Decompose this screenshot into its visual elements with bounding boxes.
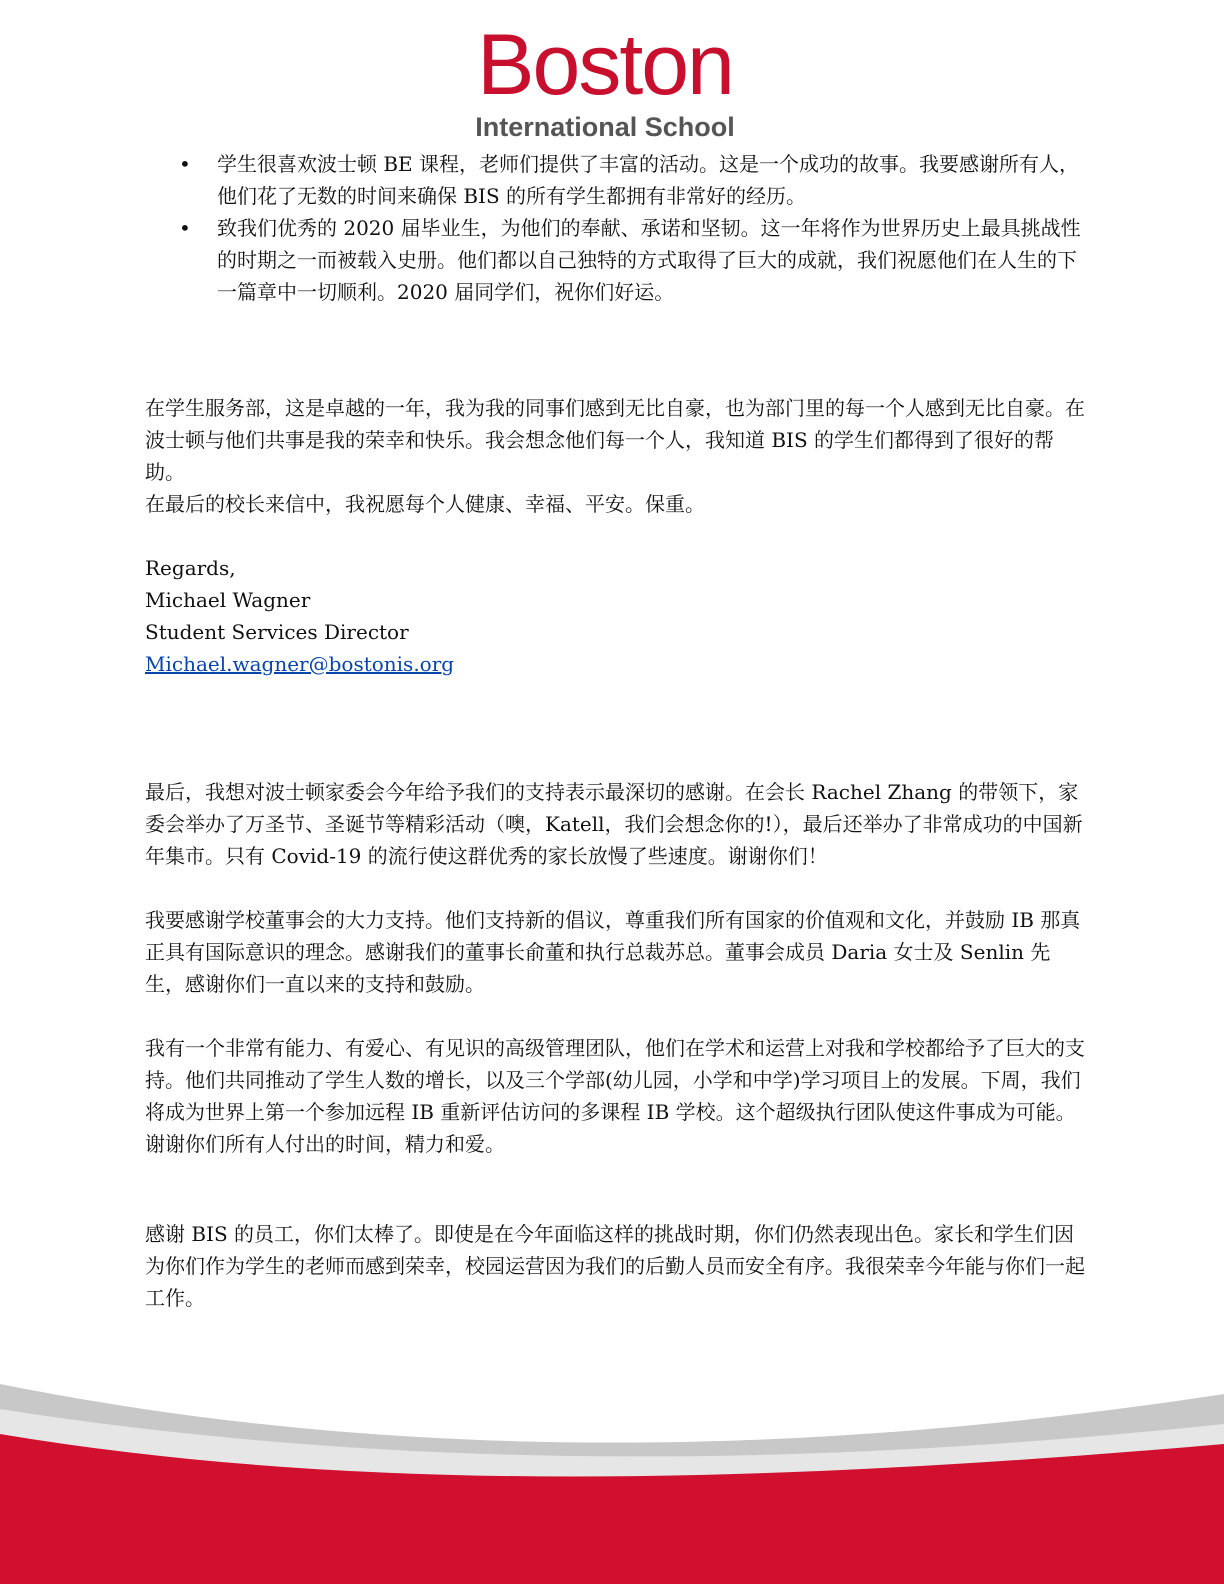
signature-name: Michael Wagner — [145, 588, 311, 612]
paragraph-staff: 感谢 BIS 的员工，你们太棒了。即使是在今年面临这样的挑战时期，你们仍然表现出色。家长和学生们因为你们作为学生的老师而感到荣幸，校园运营因为我们的后勤人员而安全有序。我很荣幸今年能与你们一起工作。 — [145, 1222, 1085, 1310]
paragraph-leadership: 我有一个非常有能力、有爱心、有见识的高级管理团队，他们在学术和运营上对我和学校都给予了巨大的支持。他们共同推动了学生人数的增长，以及三个学部(幼儿园，小学和中学)学习项目上的发展。下周，我们将成为世界上第一个参加远程 IB 重新评估访问的多课程 IB 学校。这个超级执行团队使这件事成为可能。谢谢你们所有人付出的时间，精力和爱。 — [145, 1036, 1085, 1156]
bullet-item: • 学生很喜欢波士顿 BE 课程，老师们提供了丰富的活动。这是一个成功的故事。我要感谢所有人，他们花了无数的时间来确保 BIS 的所有学生都拥有非常好的经历。 — [217, 148, 1085, 212]
paragraph-final-letter: 在最后的校长来信中，我祝愿每个人健康、幸福、平安。保重。 — [145, 492, 705, 516]
footer-swoosh — [0, 1324, 1224, 1584]
bullet-item: • 致我们优秀的 2020 届毕业生，为他们的奉献、承诺和坚韧。这一年将作为世界历史上最具挑战性的时期之一而被载入史册。他们都以自己独特的方式取得了巨大的成就，我们祝愿他们在人生的下一篇章中一切顺利。2020 届同学们，祝你们好运。 — [217, 212, 1085, 308]
signature-title: Student Services Director — [145, 620, 409, 644]
bullet-list — [145, 148, 1085, 308]
logo-wordmark: Boston — [477, 17, 733, 113]
paragraph-board: 我要感谢学校董事会的大力支持。他们支持新的倡议，尊重我们所有国家的价值观和文化，并鼓励 IB 那真正具有国际意识的理念。感谢我们的董事长俞董和执行总裁苏总。董事会成员 Daria 女士及 Senlin 先生，感谢你们一直以来的支持和鼓励。 — [145, 908, 1081, 996]
email-link[interactable]: Michael.wagner@bostonis.org — [145, 652, 455, 676]
logo-subtitle: International School — [475, 112, 735, 142]
paragraph-pta: 最后，我想对波士顿家委会今年给予我们的支持表示最深切的感谢。在会长 Rachel Zhang 的带领下，家委会举办了万圣节、圣诞节等精彩活动（噢，Katell，我们会想念你的!），最后还举办了非常成功的中国新年集市。只有 Covid-19 的流行使这群优秀的家长放慢了些速度。谢谢你们！ — [145, 780, 1083, 868]
signature-regards: Regards, — [145, 556, 236, 580]
letter-body — [145, 148, 1085, 1314]
paragraph-student-services: 在学生服务部，这是卓越的一年，我为我的同事们感到无比自豪，也为部门里的每一个人感到无比自豪。在波士顿与他们共事是我的荣幸和快乐。我会想念他们每一个人，我知道 BIS 的学生们都得到了很好的帮助。 — [145, 396, 1085, 484]
school-logo — [450, 17, 760, 145]
signature-block — [145, 552, 1085, 680]
